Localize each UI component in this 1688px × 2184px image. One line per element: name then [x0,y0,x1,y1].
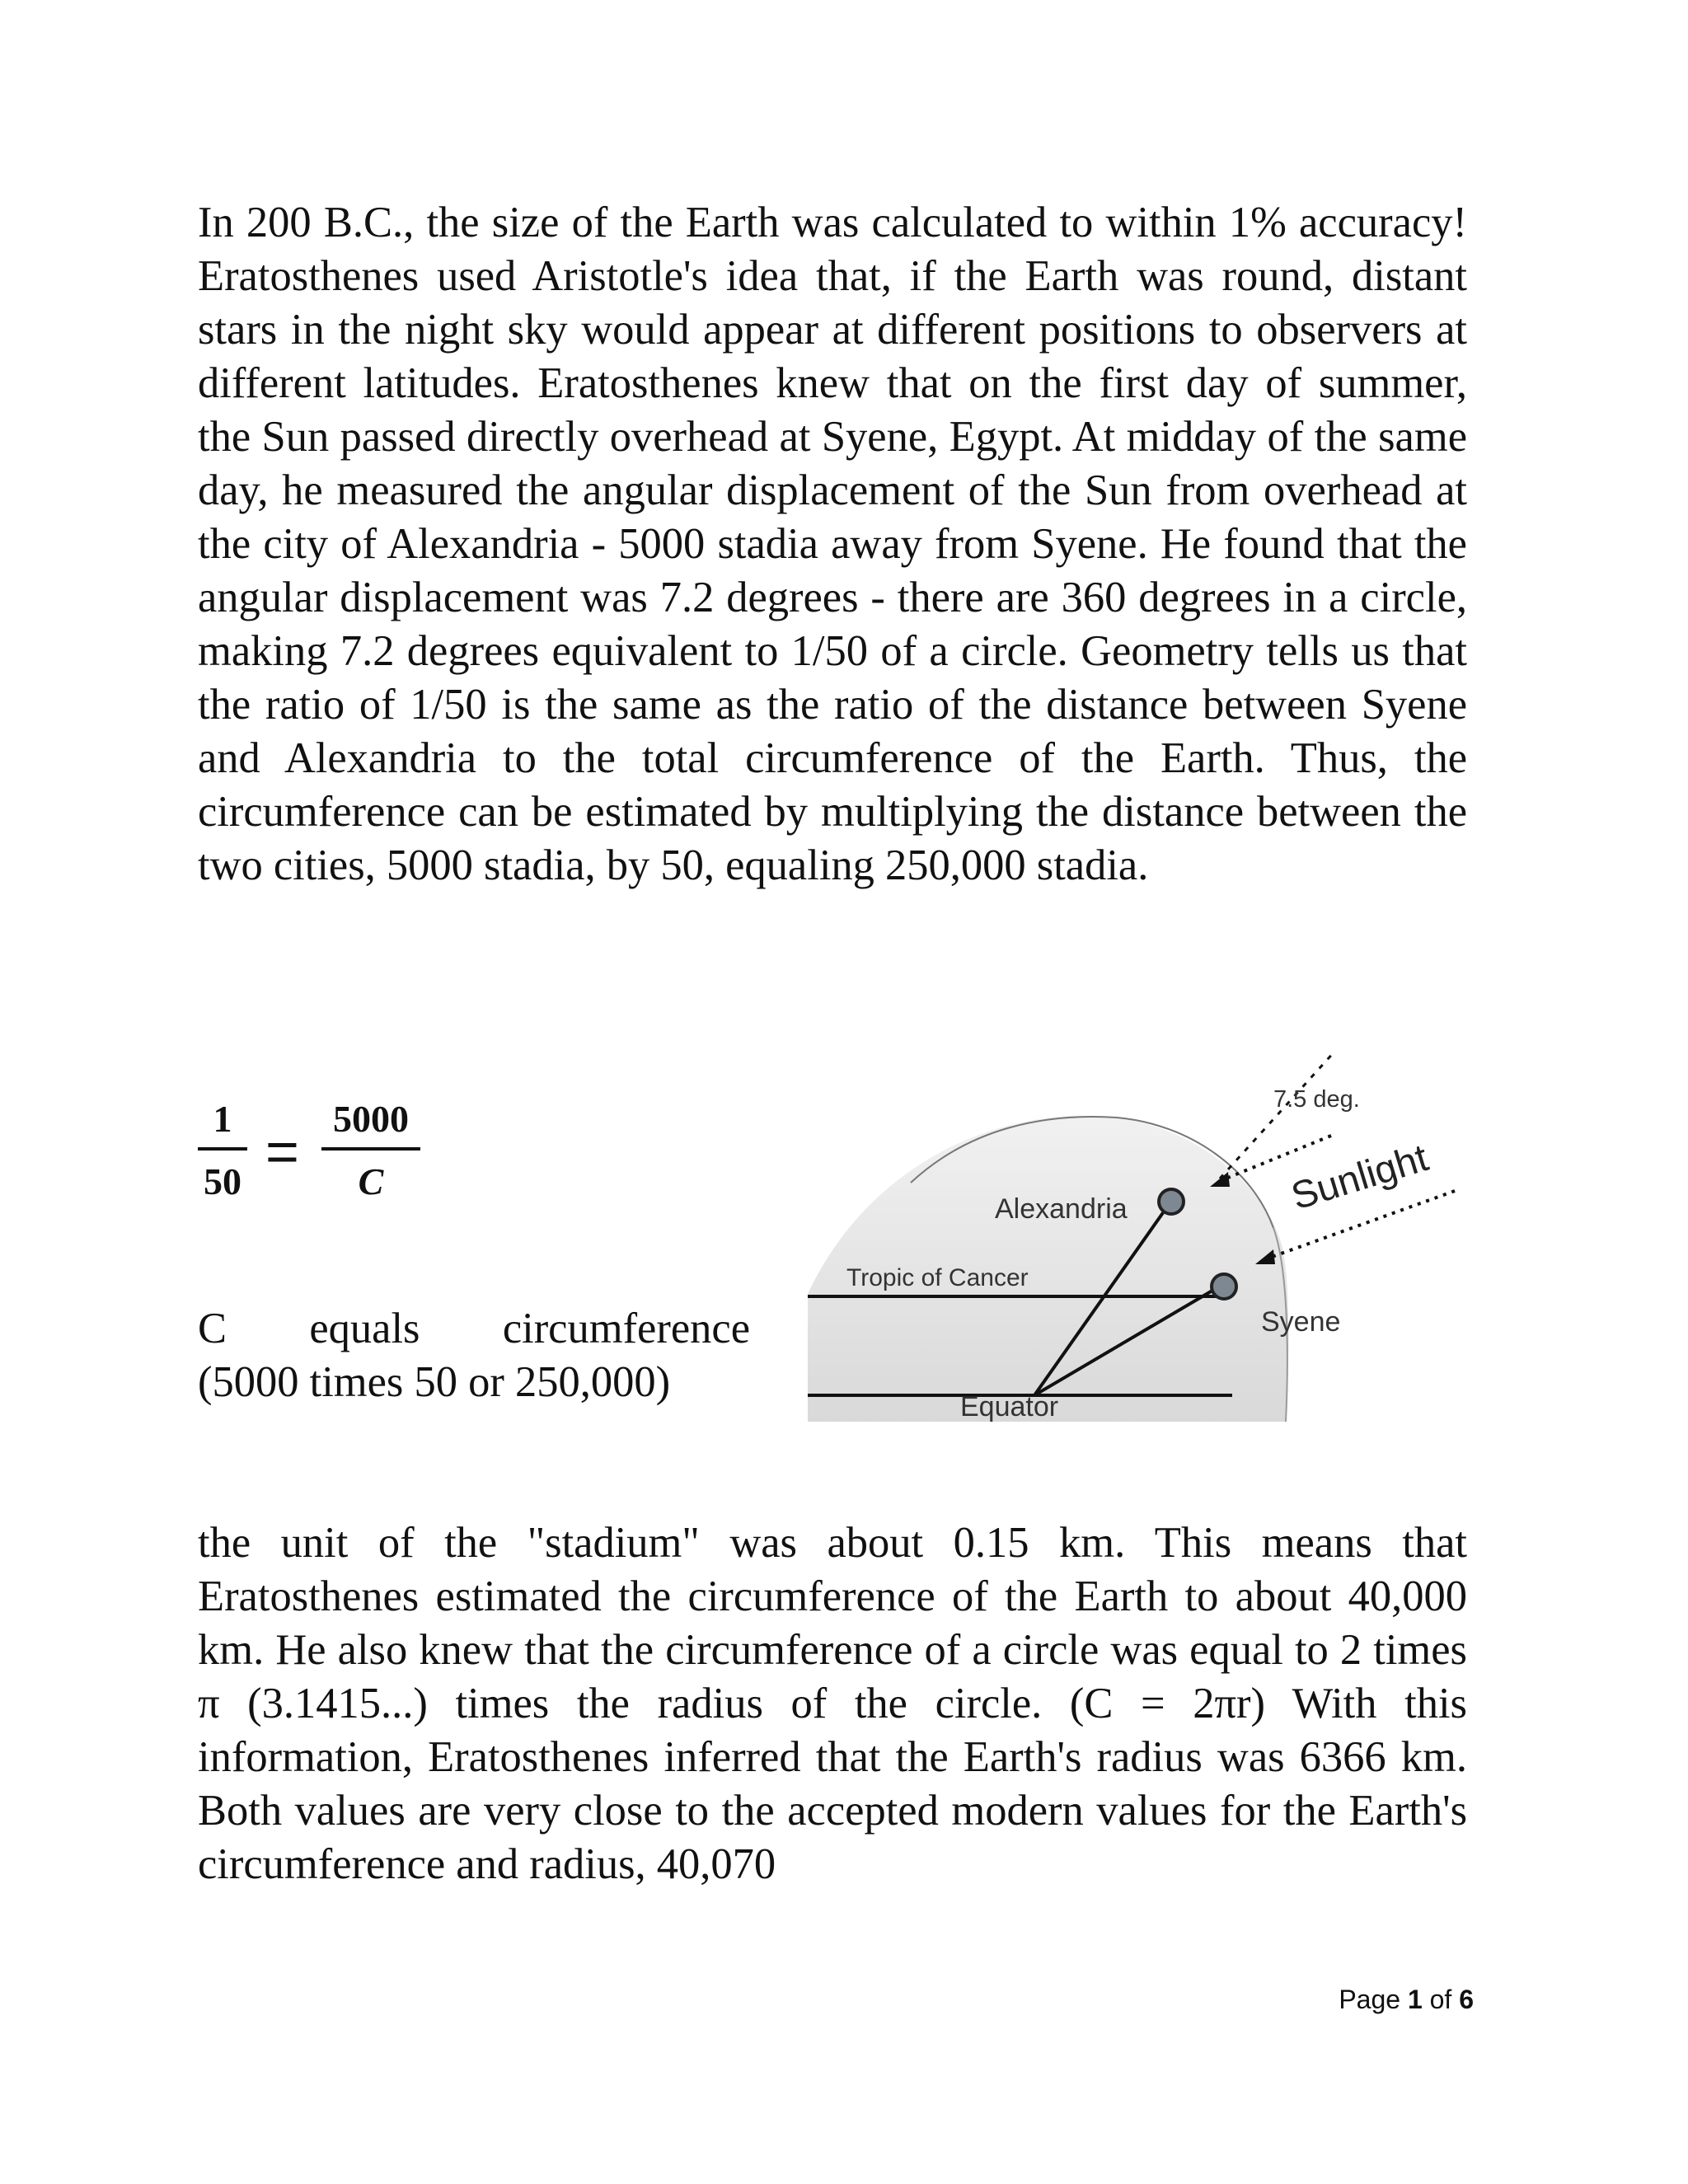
equator-label: Equator [960,1391,1059,1422]
page-total: 6 [1459,1985,1474,2014]
fraction-left-denominator: 50 [204,1160,241,1202]
syene-marker [1212,1274,1236,1299]
equation-caption [198,1302,750,1409]
caption-word: C [198,1305,227,1352]
fraction-bar [321,1147,420,1151]
page-footer [1339,1985,1474,2015]
page-number: 1 [1407,1985,1423,2014]
caption-word: equals [309,1305,420,1352]
fraction-right-denominator: C [358,1160,384,1202]
alexandria-label: Alexandria [995,1193,1128,1225]
syene-label: Syene [1261,1306,1341,1338]
caption-line-2: (5000 times 50 or 250,000) [198,1358,671,1406]
angle-label: 7.5 deg. [1273,1086,1360,1113]
fraction-right [321,1096,420,1205]
ratio-equation [198,1096,445,1212]
overhead-guide [1220,1051,1335,1179]
fraction-bar [198,1147,247,1151]
caption-line-1 [198,1302,750,1356]
equals-sign: = [265,1119,299,1183]
fraction-right-numerator: 5000 [333,1098,409,1140]
tropic-label: Tropic of Cancer [846,1264,1029,1291]
eratosthenes-diagram [804,1038,1463,1426]
sunlight-label: Sunlight [1286,1135,1433,1218]
fraction-left-numerator: 1 [213,1098,232,1140]
alexandria-marker [1159,1189,1184,1214]
paragraph-intro: In 200 B.C., the size of the Earth was calculated to within 1% accuracy! Eratosthenes used Aristotle's idea that, if the Earth was round, distant stars in the night sky would appear at different positions to observers at different latitudes. Eratosthenes knew that on the first day of summer, the Sun passed directly overhead at Syene, Egypt. At midday of the same day, he measured the angular displacement of the Sun from overhead at the city of Alexandria - 5000 stadia away from Syene. He found that the angular displacement was 7.2 degrees - there are 360 degrees in a circle, making 7.2 degrees equivalent to 1/50 of a circle. Geometry tells us that the ratio of 1/50 is the same as the ratio of the distance between Syene and Alexandria to the total circumference of the Earth. Thus, the circumference can be estimated by multiplying the distance between the two cities, 5000 stadia, by 50, equaling 250,000 stadia. [198,199,1467,889]
fraction-left [198,1096,247,1205]
page-word: Page [1339,1985,1401,2014]
paragraph-stadium: the unit of the "stadium" was about 0.15 km. This means that Eratosthenes estimated the circumference of the Earth to about 40,000 km. He also knew that the circumference of a circle was equal to 2 times π (3.1415...) times the radius of the circle. (C = 2πr) With this information, Eratosthenes inferred that the Earth's radius was 6366 km. Both values are very close to the accepted modern values for the Earth's circumference and radius, 40,070 [198,1519,1467,1888]
caption-word: circumference [502,1305,750,1352]
of-word: of [1429,1985,1452,2014]
